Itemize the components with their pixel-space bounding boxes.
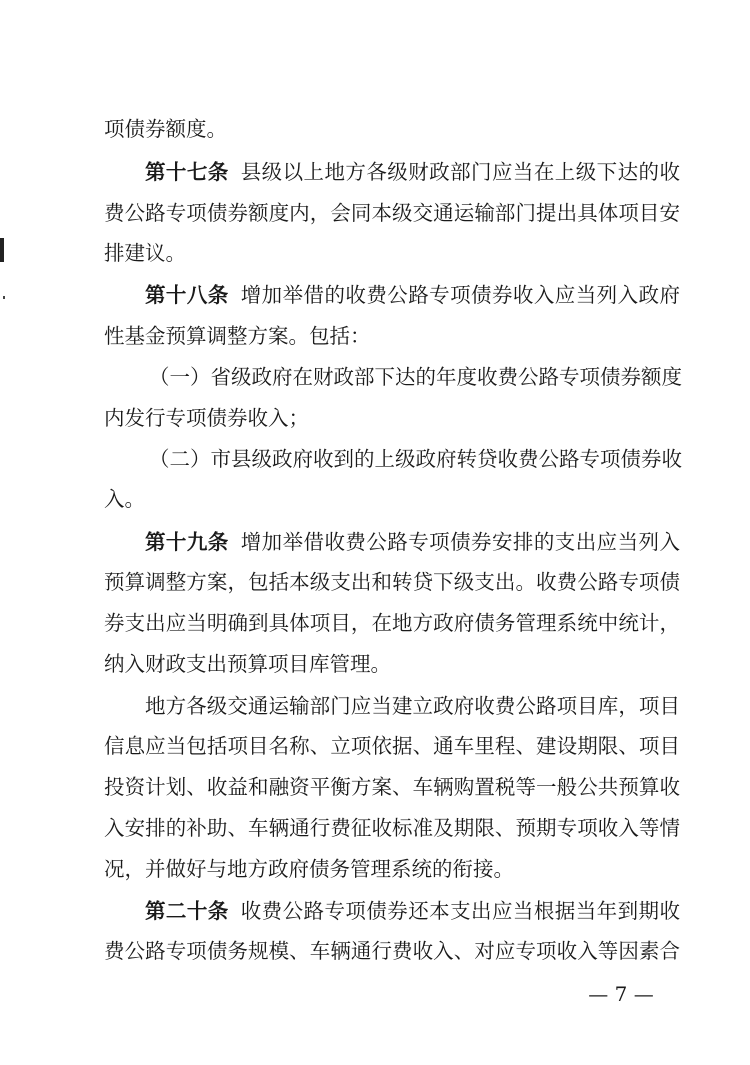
text-line <box>104 731 680 761</box>
text-line <box>104 608 680 638</box>
line-text: 预算调整方案，包括本级支出和转贷下级支出。收费公路专项债 <box>104 570 680 594</box>
text-line <box>104 403 680 433</box>
line-text: 费公路专项债券额度内，会同本级交通运输部门提出具体项目安 <box>104 201 680 225</box>
line-text: （二）市县级政府收到的上级政府转贷收费公路专项债券收 <box>149 447 682 471</box>
article-20-heading-line <box>145 896 680 926</box>
scan-artifact-dot <box>3 296 5 299</box>
page-number: — 7 — <box>588 982 654 1006</box>
line-text: 入。 <box>104 487 145 511</box>
line-text: 县级以上地方各级财政部门应当在上级下达的收 <box>240 160 680 184</box>
article-number: 第十八条 <box>145 283 229 307</box>
text-line <box>104 198 680 228</box>
line-text: 增加举借收费公路专项债券安排的支出应当列入 <box>240 530 680 554</box>
text-line <box>104 854 680 884</box>
text-line <box>104 321 680 351</box>
line-text: 券支出应当明确到具体项目，在地方政府债务管理系统中统计， <box>104 611 680 635</box>
line-text: （一）省级政府在财政部下达的年度收费公路专项债券额度 <box>149 365 682 389</box>
line-text: 信息应当包括项目名称、立项依据、通车里程、建设期限、项目 <box>104 734 680 758</box>
paragraph-start-line <box>145 691 680 721</box>
line-text: 况，并做好与地方政府债务管理系统的衔接。 <box>104 857 514 881</box>
line-text: 费公路专项债务规模、车辆通行费收入、对应专项收入等因素合 <box>104 939 680 963</box>
article-18-heading-line <box>145 280 680 310</box>
line-text: 入安排的补助、车辆通行费征收标准及期限、预期专项收入等情 <box>104 816 680 840</box>
line-text: 收费公路专项债券还本支出应当根据当年到期收 <box>240 899 680 923</box>
line-text: 排建议。 <box>104 241 186 265</box>
list-item-line <box>149 444 680 474</box>
text-line <box>104 649 680 679</box>
scan-artifact-mark <box>0 238 4 262</box>
article-number: 第十九条 <box>145 530 229 554</box>
text-line <box>104 772 680 802</box>
text-line <box>104 114 680 144</box>
article-number: 第二十条 <box>145 899 229 923</box>
line-text: 内发行专项债券收入； <box>104 406 309 430</box>
line-text: 性基金预算调整方案。包括： <box>104 324 371 348</box>
line-text: 投资计划、收益和融资平衡方案、车辆购置税等一般公共预算收 <box>104 775 680 799</box>
article-number: 第十七条 <box>145 160 229 184</box>
text-line <box>104 238 680 268</box>
article-17-heading-line <box>145 157 680 187</box>
text-line <box>104 567 680 597</box>
line-text: 地方各级交通运输部门应当建立政府收费公路项目库，项目 <box>145 694 680 718</box>
text-line <box>104 813 680 843</box>
line-text: 增加举借的收费公路专项债券收入应当列入政府 <box>240 283 680 307</box>
line-text: 项债券额度。 <box>104 117 227 141</box>
text-line <box>104 484 680 514</box>
line-text: 纳入财政支出预算项目库管理。 <box>104 652 391 676</box>
text-line <box>104 936 680 966</box>
article-19-heading-line <box>145 527 680 557</box>
list-item-line <box>149 362 680 392</box>
